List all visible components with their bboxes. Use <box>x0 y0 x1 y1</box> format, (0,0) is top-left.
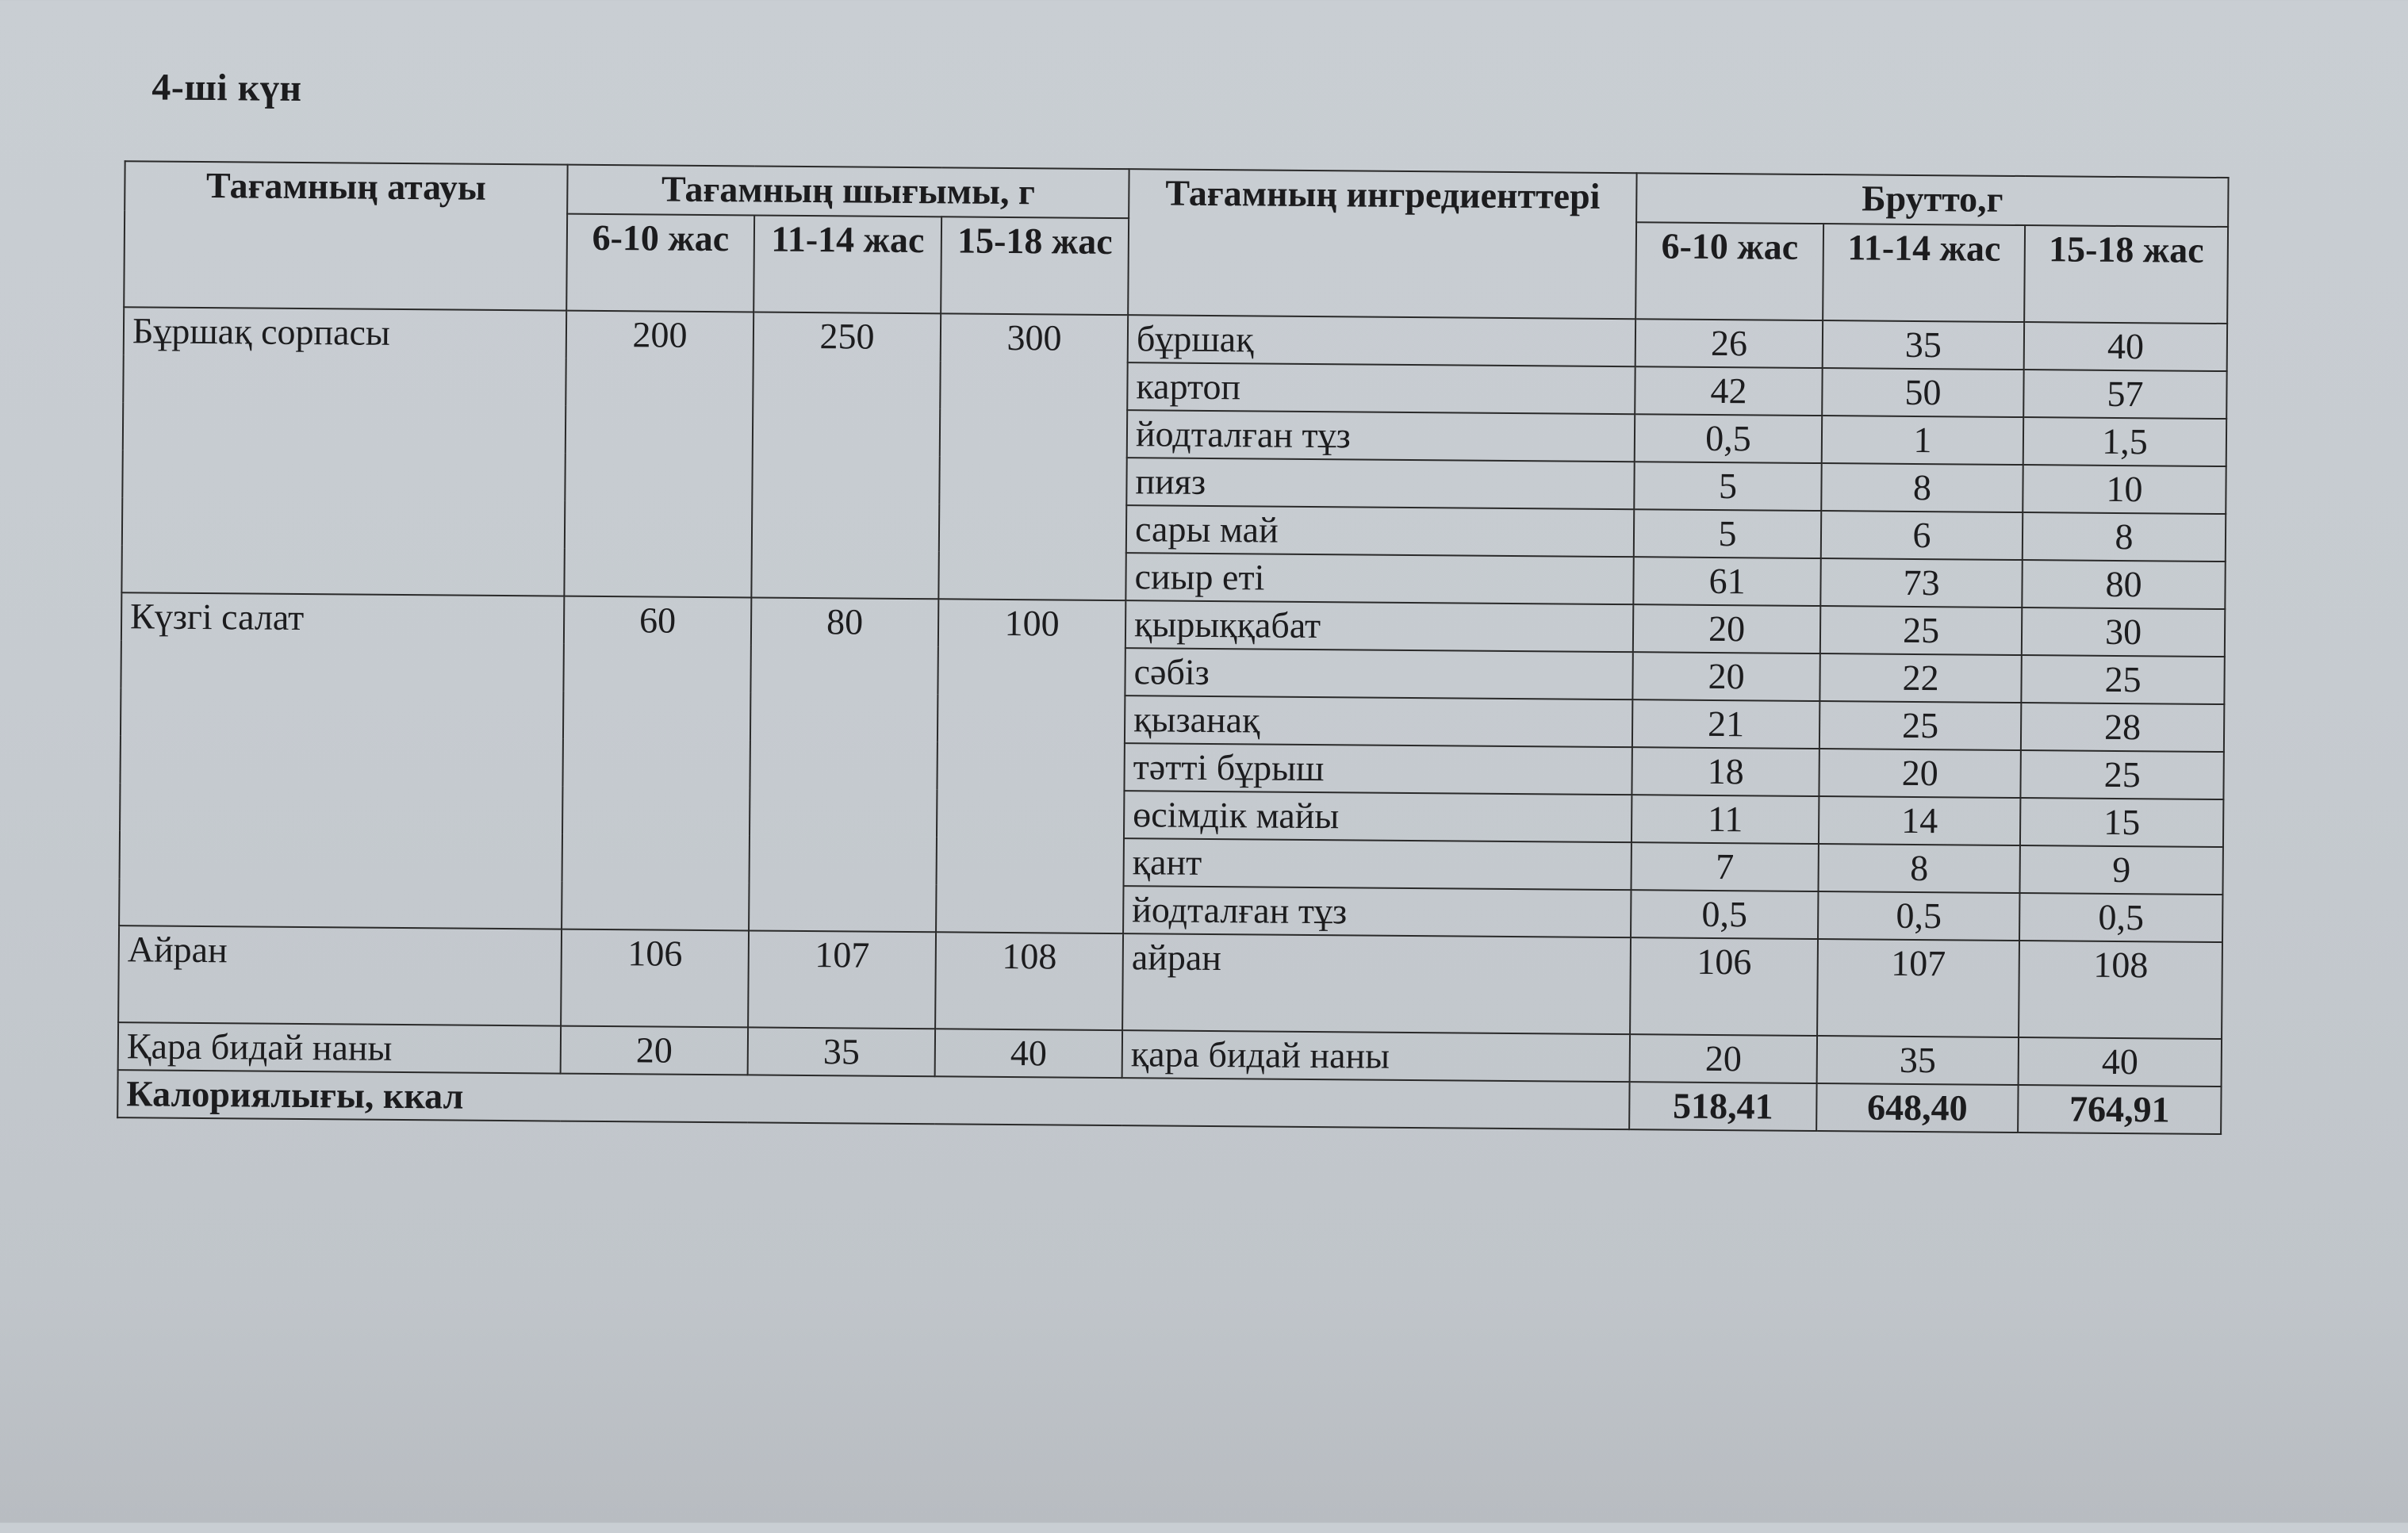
brutto-value: 8 <box>1821 463 2023 512</box>
brutto-value: 25 <box>2021 655 2224 704</box>
dish-yield: 60 <box>562 596 751 931</box>
brutto-value: 108 <box>2019 941 2222 1039</box>
dish-name: Айран <box>118 926 562 1025</box>
total-value: 518,41 <box>1629 1082 1816 1131</box>
brutto-value: 7 <box>1632 842 1819 891</box>
header-brutto-age-2: 11-14 жас <box>1823 224 2025 322</box>
brutto-value: 20 <box>1819 749 2020 798</box>
header-yield: Тағамның шығымы, г <box>567 165 1129 219</box>
brutto-value: 21 <box>1632 699 1819 749</box>
ingredient-name: өсімдік майы <box>1124 791 1632 842</box>
dish-yield: 250 <box>751 312 941 599</box>
brutto-value: 15 <box>2020 798 2223 847</box>
brutto-value: 14 <box>1819 796 2020 845</box>
brutto-value: 9 <box>2020 845 2223 895</box>
brutto-value: 35 <box>1817 1036 2019 1085</box>
ingredient-name: тәтті бұрыш <box>1124 743 1632 795</box>
brutto-value: 1 <box>1822 416 2023 465</box>
brutto-value: 5 <box>1634 509 1821 558</box>
total-label: Калориялығы, ккал <box>117 1070 1629 1129</box>
brutto-value: 35 <box>1823 320 2024 370</box>
brutto-value: 20 <box>1630 1034 1817 1083</box>
ingredient-name: қара бидай наны <box>1122 1030 1630 1082</box>
brutto-value: 28 <box>2021 703 2224 752</box>
brutto-value: 73 <box>1820 558 2022 607</box>
dish-yield: 200 <box>564 311 753 598</box>
brutto-value: 8 <box>2023 512 2226 561</box>
ingredient-name: қызанақ <box>1125 696 1632 747</box>
brutto-value: 26 <box>1635 319 1823 368</box>
dish-name: Қара бидай наны <box>118 1022 561 1073</box>
dish-yield: 100 <box>936 599 1125 933</box>
brutto-value: 30 <box>2022 607 2225 657</box>
dish-yield: 35 <box>748 1027 935 1076</box>
ingredient-name: сиыр еті <box>1125 553 1633 604</box>
brutto-value: 0,5 <box>1818 891 2019 941</box>
dish-yield: 106 <box>561 929 749 1028</box>
brutto-value: 50 <box>1822 368 2023 417</box>
dish-name: Күзгі салат <box>119 592 564 929</box>
header-brutto-age-1: 6-10 жас <box>1635 222 1823 320</box>
brutto-value: 0,5 <box>1631 890 1818 939</box>
brutto-value: 40 <box>2024 322 2227 371</box>
ingredient-name: картоп <box>1127 362 1635 414</box>
header-dish-name: Тағамның атауы <box>124 161 567 310</box>
brutto-value: 5 <box>1634 462 1821 511</box>
dish-yield: 80 <box>749 597 938 932</box>
header-yield-age-1: 6-10 жас <box>566 214 754 312</box>
brutto-value: 25 <box>2020 750 2223 799</box>
brutto-value: 106 <box>1630 937 1818 1036</box>
ingredient-name: сары май <box>1126 505 1634 557</box>
dish-yield: 300 <box>938 313 1128 600</box>
brutto-value: 25 <box>1819 701 2021 750</box>
brutto-value: 20 <box>1632 652 1819 701</box>
brutto-value: 11 <box>1632 795 1819 844</box>
ingredient-name: бұршақ <box>1128 315 1635 366</box>
brutto-value: 107 <box>1817 939 2019 1037</box>
brutto-value: 18 <box>1632 747 1819 796</box>
brutto-value: 80 <box>2022 560 2225 609</box>
total-value: 764,91 <box>2018 1085 2221 1134</box>
ingredient-name: қырыққабат <box>1125 600 1633 652</box>
ingredient-name: йодталған тұз <box>1123 886 1631 937</box>
brutto-value: 61 <box>1633 557 1820 606</box>
ingredient-name: пияз <box>1126 458 1634 509</box>
brutto-value: 57 <box>2023 370 2226 419</box>
header-brutto: Брутто,г <box>1636 173 2228 227</box>
header-ingredients: Тағамның ингредиенттері <box>1128 169 1636 319</box>
brutto-value: 6 <box>1821 511 2023 560</box>
brutto-value: 8 <box>1819 844 2020 893</box>
brutto-value: 42 <box>1635 366 1822 416</box>
ingredient-name: қант <box>1124 838 1632 890</box>
total-value: 648,40 <box>1816 1083 2018 1133</box>
header-yield-age-3: 15-18 жас <box>941 217 1129 315</box>
ingredient-name: йодталған тұз <box>1127 410 1635 462</box>
header-yield-age-2: 11-14 жас <box>753 215 941 313</box>
brutto-value: 0,5 <box>2019 893 2222 942</box>
menu-table <box>117 160 2229 1135</box>
brutto-value: 20 <box>1633 604 1820 653</box>
ingredient-name: сәбіз <box>1125 648 1632 699</box>
dish-yield: 108 <box>935 932 1123 1030</box>
brutto-value: 22 <box>1819 653 2021 703</box>
dish-yield: 40 <box>935 1029 1122 1078</box>
table-row <box>118 926 2222 1039</box>
ingredient-name: айран <box>1122 933 1631 1034</box>
brutto-value: 10 <box>2023 465 2226 514</box>
brutto-value: 25 <box>1820 606 2022 655</box>
dish-yield: 107 <box>748 930 936 1029</box>
dish-name: Бұршақ сорпасы <box>121 307 566 596</box>
brutto-value: 1,5 <box>2023 417 2226 466</box>
brutto-value: 0,5 <box>1635 414 1822 463</box>
header-brutto-age-3: 15-18 жас <box>2024 225 2228 324</box>
brutto-value: 40 <box>2019 1037 2222 1087</box>
dish-yield: 20 <box>561 1026 748 1075</box>
page-title: 4-ші күн <box>151 66 302 109</box>
